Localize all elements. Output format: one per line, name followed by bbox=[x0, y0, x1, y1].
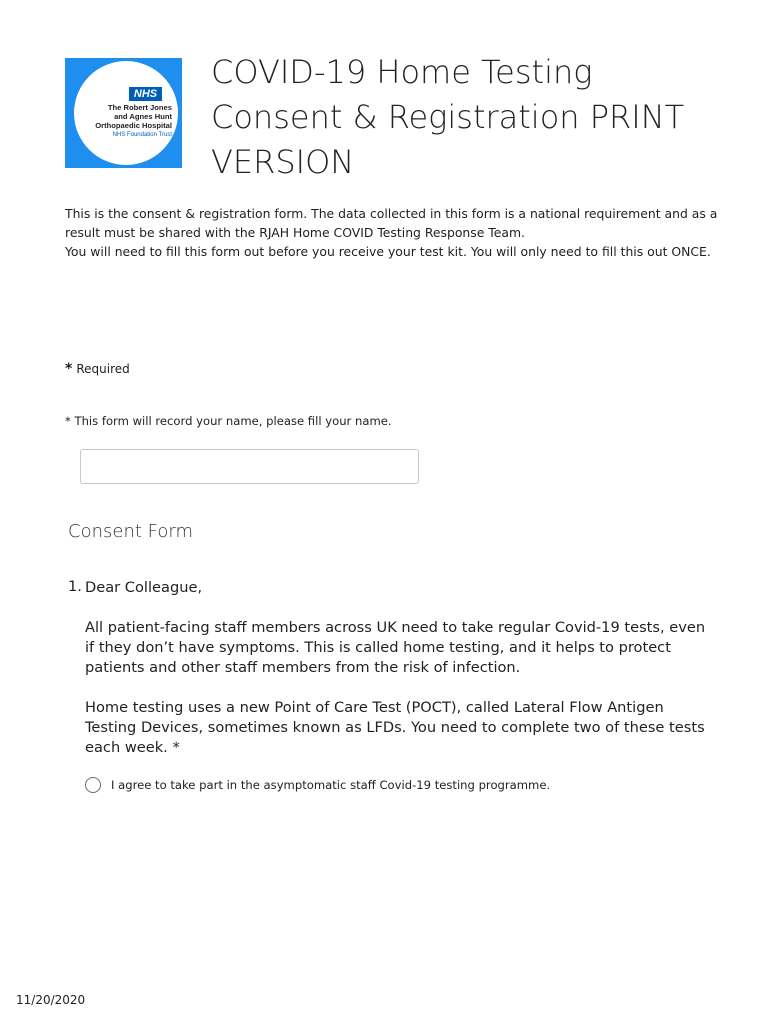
required-label: Required bbox=[76, 362, 130, 376]
question-number: 1. bbox=[68, 578, 82, 595]
required-note bbox=[65, 361, 130, 377]
question-greeting: Dear Colleague, bbox=[85, 579, 203, 596]
consent-radio[interactable] bbox=[85, 777, 101, 793]
logo-circle bbox=[74, 61, 178, 165]
logo-line-3: Orthopaedic Hospital bbox=[95, 121, 172, 130]
required-star: * bbox=[65, 361, 73, 377]
logo-line-2: and Agnes Hunt bbox=[114, 112, 172, 121]
intro-paragraph-2: You will need to fill this form out before you receive your test kit. You will only need to fill this out ONCE. bbox=[65, 244, 711, 260]
page-title: COVID-19 Home Testing Consent & Registration PRINT VERSION bbox=[211, 53, 685, 181]
footer-date: 11/20/2020 bbox=[16, 993, 86, 1007]
consent-option-label: I agree to take part in the asymptomatic staff Covid-19 testing programme. bbox=[111, 778, 551, 792]
question-paragraph-1: All patient-facing staff members across UK need to take regular Covid-19 tests, even if they don’t have symptoms. This is called home testing, and it helps to protect patients and other staff members from the risk of infection. bbox=[85, 619, 706, 676]
question-body bbox=[85, 578, 715, 778]
logo-line-1: The Robert Jones bbox=[107, 103, 172, 112]
question-paragraph-2: Home testing uses a new Point of Care Test (POCT), called Lateral Flow Antigen Testing Devices, sometimes known as LFDs. You need to complete two of these tests each week. * bbox=[85, 699, 705, 756]
intro-paragraph-1: This is the consent & registration form. The data collected in this form is a national requirement and as a result must be shared with the RJAH Home COVID Testing Response Team. bbox=[65, 206, 718, 241]
hospital-logo bbox=[65, 58, 182, 168]
name-input[interactable] bbox=[80, 449, 419, 484]
intro-text bbox=[65, 204, 725, 262]
logo-line-4: NHS Foundation Trust bbox=[112, 132, 172, 138]
name-question-label: * This form will record your name, please fill your name. bbox=[65, 414, 392, 428]
nhs-badge: NHS bbox=[129, 87, 162, 101]
section-title: Consent Form bbox=[68, 521, 193, 542]
consent-option[interactable] bbox=[85, 777, 550, 793]
